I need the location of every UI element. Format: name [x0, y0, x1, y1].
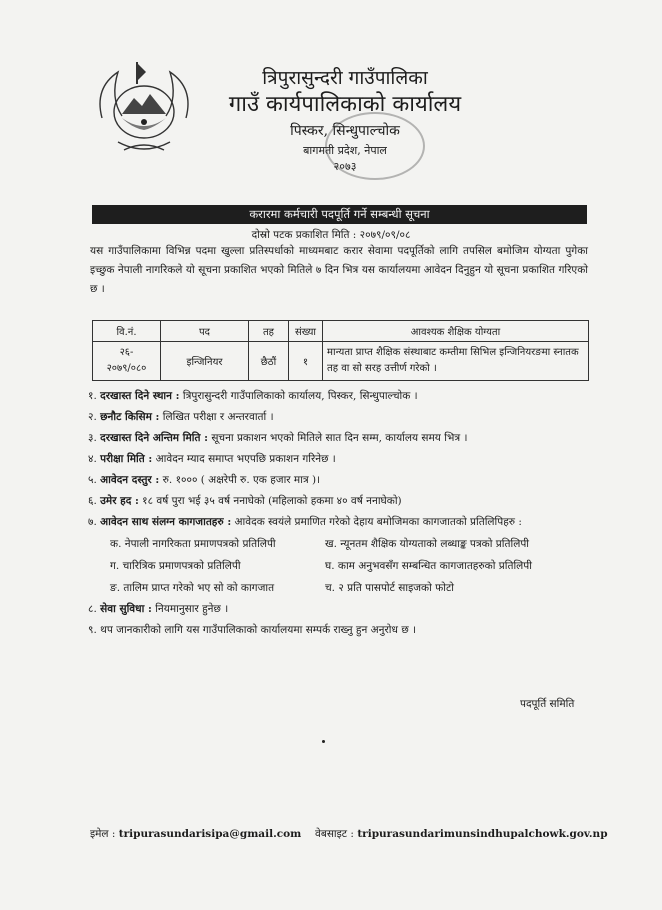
- notice-intro: यस गाउँपालिकामा विभिन्न पदमा खुल्ला प्रतिस्पर्धाको माध्यमबाट करार सेवामा पदपूर्तिको लागि तपसिल बमोजिम योग्यता पुगेका इच्छुक नेपाली नागरिकले यो सूचना प्रकाशित भएको मितिले ७ दिन भित्र यस कार्यालयमा आवेदन दिनुहुन यो सूचना प्रकाशित गरिएको छ ।: [90, 245, 588, 295]
- list-item: ३. दरखास्त दिने अन्तिम मिति : सूचना प्रकाशन भएको मितिले सात दिन सम्म, कार्यालय समय भित्र ।: [88, 432, 468, 444]
- document-item: घ. काम अनुभवसँग सम्बन्धित कागजातहरुको प्रतिलिपी: [325, 560, 532, 572]
- list-item: ५. आवेदन दस्तुर : रु. १००० ( अक्षरेपी रु. एक हजार मात्र )।: [88, 474, 321, 486]
- notice-items: [88, 386, 593, 641]
- nepal-emblem-icon: [88, 58, 200, 162]
- office-province: बागमती प्रदेश, नेपाल: [303, 144, 387, 157]
- email-label: इमेल :: [90, 828, 116, 840]
- table-header-row: [93, 321, 589, 342]
- website-url[interactable]: tripurasundarimunsindhupalchowk.gov.np: [357, 828, 608, 840]
- vacancy-table: [92, 320, 589, 381]
- footer-email: [90, 827, 301, 841]
- document-item: ख. न्यूनतम शैक्षिक योग्यताको लब्धाङ्क पत्रको प्रतिलिपी: [325, 538, 530, 550]
- website-label: वेबसाइट :: [315, 828, 354, 840]
- cell-qualification: मान्यता प्राप्त शैक्षिक संस्थाबाट कम्तीमा सिभिल इन्जिनियरङमा स्नातक तह वा सो सरह उत्तीर्ण गरेको ।: [323, 342, 589, 381]
- publication-date: दोस्रो पटक प्रकाशित मिति : २०७९/०९/०८: [251, 229, 411, 241]
- office-stamp: [325, 112, 425, 180]
- signature-committee: पदपूर्ति समिति: [520, 698, 575, 710]
- col-count: संख्या: [289, 321, 323, 342]
- list-item: १. दरखास्त दिने स्थान : त्रिपुरासुन्दरी गाउँपालिकाको कार्यालय, पिस्कर, सिन्धुपाल्चोक ।: [88, 390, 418, 402]
- col-sn: वि.नं.: [93, 321, 161, 342]
- document-item: ङ. तालिम प्राप्त गरेको भए सो को कागजात: [110, 582, 275, 594]
- established-year: २०७३: [333, 160, 357, 173]
- table-row: [93, 342, 589, 381]
- cell-count: १: [289, 342, 323, 381]
- list-item: ४. परीक्षा मिति : आवेदन म्याद समाप्त भएपछि प्रकाशन गरिनेछ ।: [88, 453, 336, 465]
- col-level: तह: [249, 321, 289, 342]
- cell-sn: २६- २०७९/०८०: [93, 342, 161, 381]
- list-item: ८. सेवा सुविधा : नियमानुसार हुनेछ ।: [88, 603, 229, 615]
- list-item: ७. आवेदन साथ संलग्न कागजातहरु : आवेदक स्वयंले प्रमाणित गरेको देहाय बमोजिमका कागजातको प्रतिलिपिहरु :: [88, 516, 522, 528]
- notice-title: करारमा कर्मचारी पदपूर्ति गर्ने सम्बन्धी सूचना: [92, 205, 587, 224]
- list-item: ६. उमेर हद : १८ वर्ष पुरा भई ३५ वर्ष ननाघेको (महिलाको हकमा ४० वर्ष ननाघेको): [88, 495, 402, 507]
- municipality-name: त्रिपुरासुन्दरी गाउँपालिका: [262, 67, 428, 89]
- ink-speck: [322, 740, 325, 743]
- email-address[interactable]: tripurasundarisipa@gmail.com: [118, 828, 302, 840]
- office-place: पिस्कर, सिन्धुपाल्चोक: [290, 123, 400, 139]
- cell-level: छैठौं: [249, 342, 289, 381]
- cell-post: इन्जिनियर: [161, 342, 249, 381]
- office-name: गाउँ कार्यपालिकाको कार्यालय: [228, 92, 462, 117]
- document-item: क. नेपाली नागरिकता प्रमाणपत्रको प्रतिलिपी: [110, 538, 276, 550]
- list-item: ९. थप जानकारीको लागि यस गाउँपालिकाको कार्यालयमा सम्पर्क राख्नु हुन अनुरोध छ ।: [88, 624, 416, 636]
- document-item: ग. चारित्रिक प्रमाणपत्रको प्रतिलिपी: [110, 560, 241, 572]
- footer-website: [315, 827, 608, 841]
- document-item: च. २ प्रति पासपोर्ट साइजको फोटो: [325, 582, 454, 594]
- required-documents: [110, 533, 593, 599]
- list-item: २. छनौट किसिम : लिखित परीक्षा र अन्तरवार्ता ।: [88, 411, 274, 423]
- col-qualification: आवश्यक शैक्षिक योग्यता: [323, 321, 589, 342]
- col-post: पद: [161, 321, 249, 342]
